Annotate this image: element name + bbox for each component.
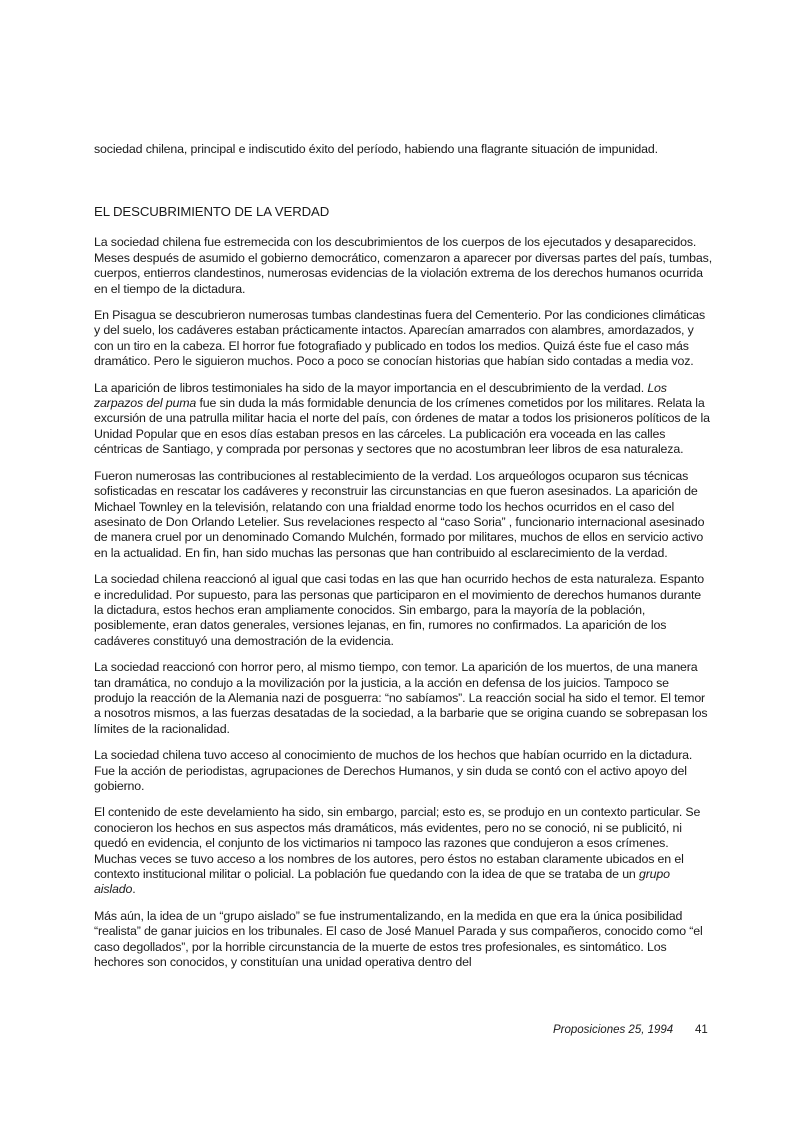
paragraph-8: [94, 805, 712, 897]
section-heading: EL DESCUBRIMIENTO DE LA VERDAD: [94, 204, 330, 220]
paragraph-7: La sociedad chilena tuvo acceso al conocimiento de muchos de los hechos que habían ocurrido en la dictadura. Fue la acción de periodistas, agrupaciones de Derechos Humanos, y sin duda se contó con el activo apoyo del gobierno.: [94, 748, 693, 793]
paragraph-1: La sociedad chilena fue estremecida con los descubrimientos de los cuerpos de los ejecutados y desaparecidos. Meses después de asumido el gobierno democrático, comenzaron a aparecer por diversas partes del país, tumbas, cuerpos, entierros clandestinos, numerosas evidencias de la violación extrema de los derechos humanos ocurrida en el tiempo de la dictadura.: [94, 235, 712, 296]
book-title: Los zarpazos del puma: [94, 380, 667, 411]
paragraph-3: [94, 381, 712, 458]
paragraph-3-text-b: fue sin duda la más formidable denuncia de los crímenes cometidos por los militares. Relata la excursión de una patrulla militar hacia el norte del país, con órdenes de matar a todos los prisioneros políticos de la Unidad Popular que en esos días estaban presos en las cárceles. La publicación era voceada en las calles céntricas de Santiago, y comprada por personas y sectores que no acostumbran leer libros de esa naturaleza.: [94, 396, 710, 457]
paragraph-2: En Pisagua se descubrieron numerosas tumbas clandestinas fuera del Cementerio. Por las condiciones climáticas y del suelo, los cadáveres estaban prácticamente intactos. Aparecían amarrados con alambres, amordazados, y con un tiro en la cabeza. El horror fue fotografiado y publicado en todos los medios. Quizá éste fue el caso más dramático. Pero le siguieron muchos. Poco a poco se conocían historias que habían sido contadas a media voz.: [94, 308, 706, 369]
journal-citation: Proposiciones 25, 1994: [553, 1024, 674, 1036]
paragraph-9: Más aún, la idea de un “grupo aislado” se fue instrumentalizando, en la medida en que era la única posibilidad “realista” de ganar juicios en los tribunales. El caso de José Manuel Parada y sus compañeros, conocido como “el caso degollados”, por la horrible circunstancia de la muerte de estos tres profesionales, es sintomático. Los hechores son conocidos, y constituían una unidad operativa dentro del: [94, 908, 703, 970]
paragraph-8-text-b: .: [132, 882, 136, 897]
intro-paragraph: sociedad chilena, principal e indiscutido éxito del período, habiendo una flagrante situación de impunidad.: [94, 142, 658, 156]
paragraph-5: La sociedad chilena reaccionó al igual que casi todas en las que han ocurrido hechos de esta naturaleza. Espanto e incredulidad. Por supuesto, para las personas que participaron en el movimiento de derechos humanos durante la dictadura, estos hechos eran ampliamente conocidos. Sin embargo, para la mayoría de la población, posiblemente, eran datos generales, versiones lejanas, en fin, rumores no confirmados. La aparición de los cadáveres constituyó una demostración de la evidencia.: [94, 572, 705, 648]
page-body: [94, 142, 712, 981]
paragraph-3-text-a: La aparición de libros testimoniales ha sido de la mayor importancia en el descubrimiento de la verdad.: [94, 380, 645, 395]
paragraph-6: La sociedad reaccionó con horror pero, al mismo tiempo, con temor. La aparición de los muertos, de una manera tan dramática, no condujo a la movilización por la justicia, a la acción en defensa de los juicios. Tampoco se produjo la reacción de la Alemania nazi de posguerra: “no sabíamos”. La reacción social ha sido el temor. El temor a nosotros mismos, a las fuerzas desatadas de la sociedad, a la barbarie que se origina cuando se sobrepasan los límites de la racionalidad.: [94, 660, 708, 736]
emphasis-grupo-aislado: grupo aislado: [94, 867, 670, 897]
paragraph-8-text-a: El contenido de este develamiento ha sido, sin embargo, parcial; esto es, se produjo en un contexto particular. Se conocieron los hechos en sus aspectos más dramáticos, más evidentes, pero no se conoció, ni se publicitó, ni quedó en evidencia, el conjunto de los victimarios ni tampoco las razones que condujeron a esos crímenes. Muchas veces se tuvo acceso a los nombres de los autores, pero éstos no estaban claramente ubicados en el contexto institucional militar o policial. La población fue quedando con la idea de que se trataba de un: [94, 805, 701, 882]
page-number: 41: [695, 1024, 708, 1036]
paragraph-4: Fueron numerosas las contribuciones al restablecimiento de la verdad. Los arqueólogos ocuparon sus técnicas sofisticadas en rescatar los cadáveres y reconstruir las circunstancias en que fueron asesinados. La aparición de Michael Townley en la televisión, relatando con una frialdad enorme todo los hechos ocurridos en el caso del asesinato de Don Orlando Letelier. Sus revelaciones respecto al “caso Soria” , funcionario internacional asesinado de manera cruel por un denominado Comando Mulchén, formado por militares, muchos de ellos en servicio activo en la actualidad. En fin, han sido muchas las personas que han contribuido al esclarecimiento de la verdad.: [94, 468, 705, 560]
